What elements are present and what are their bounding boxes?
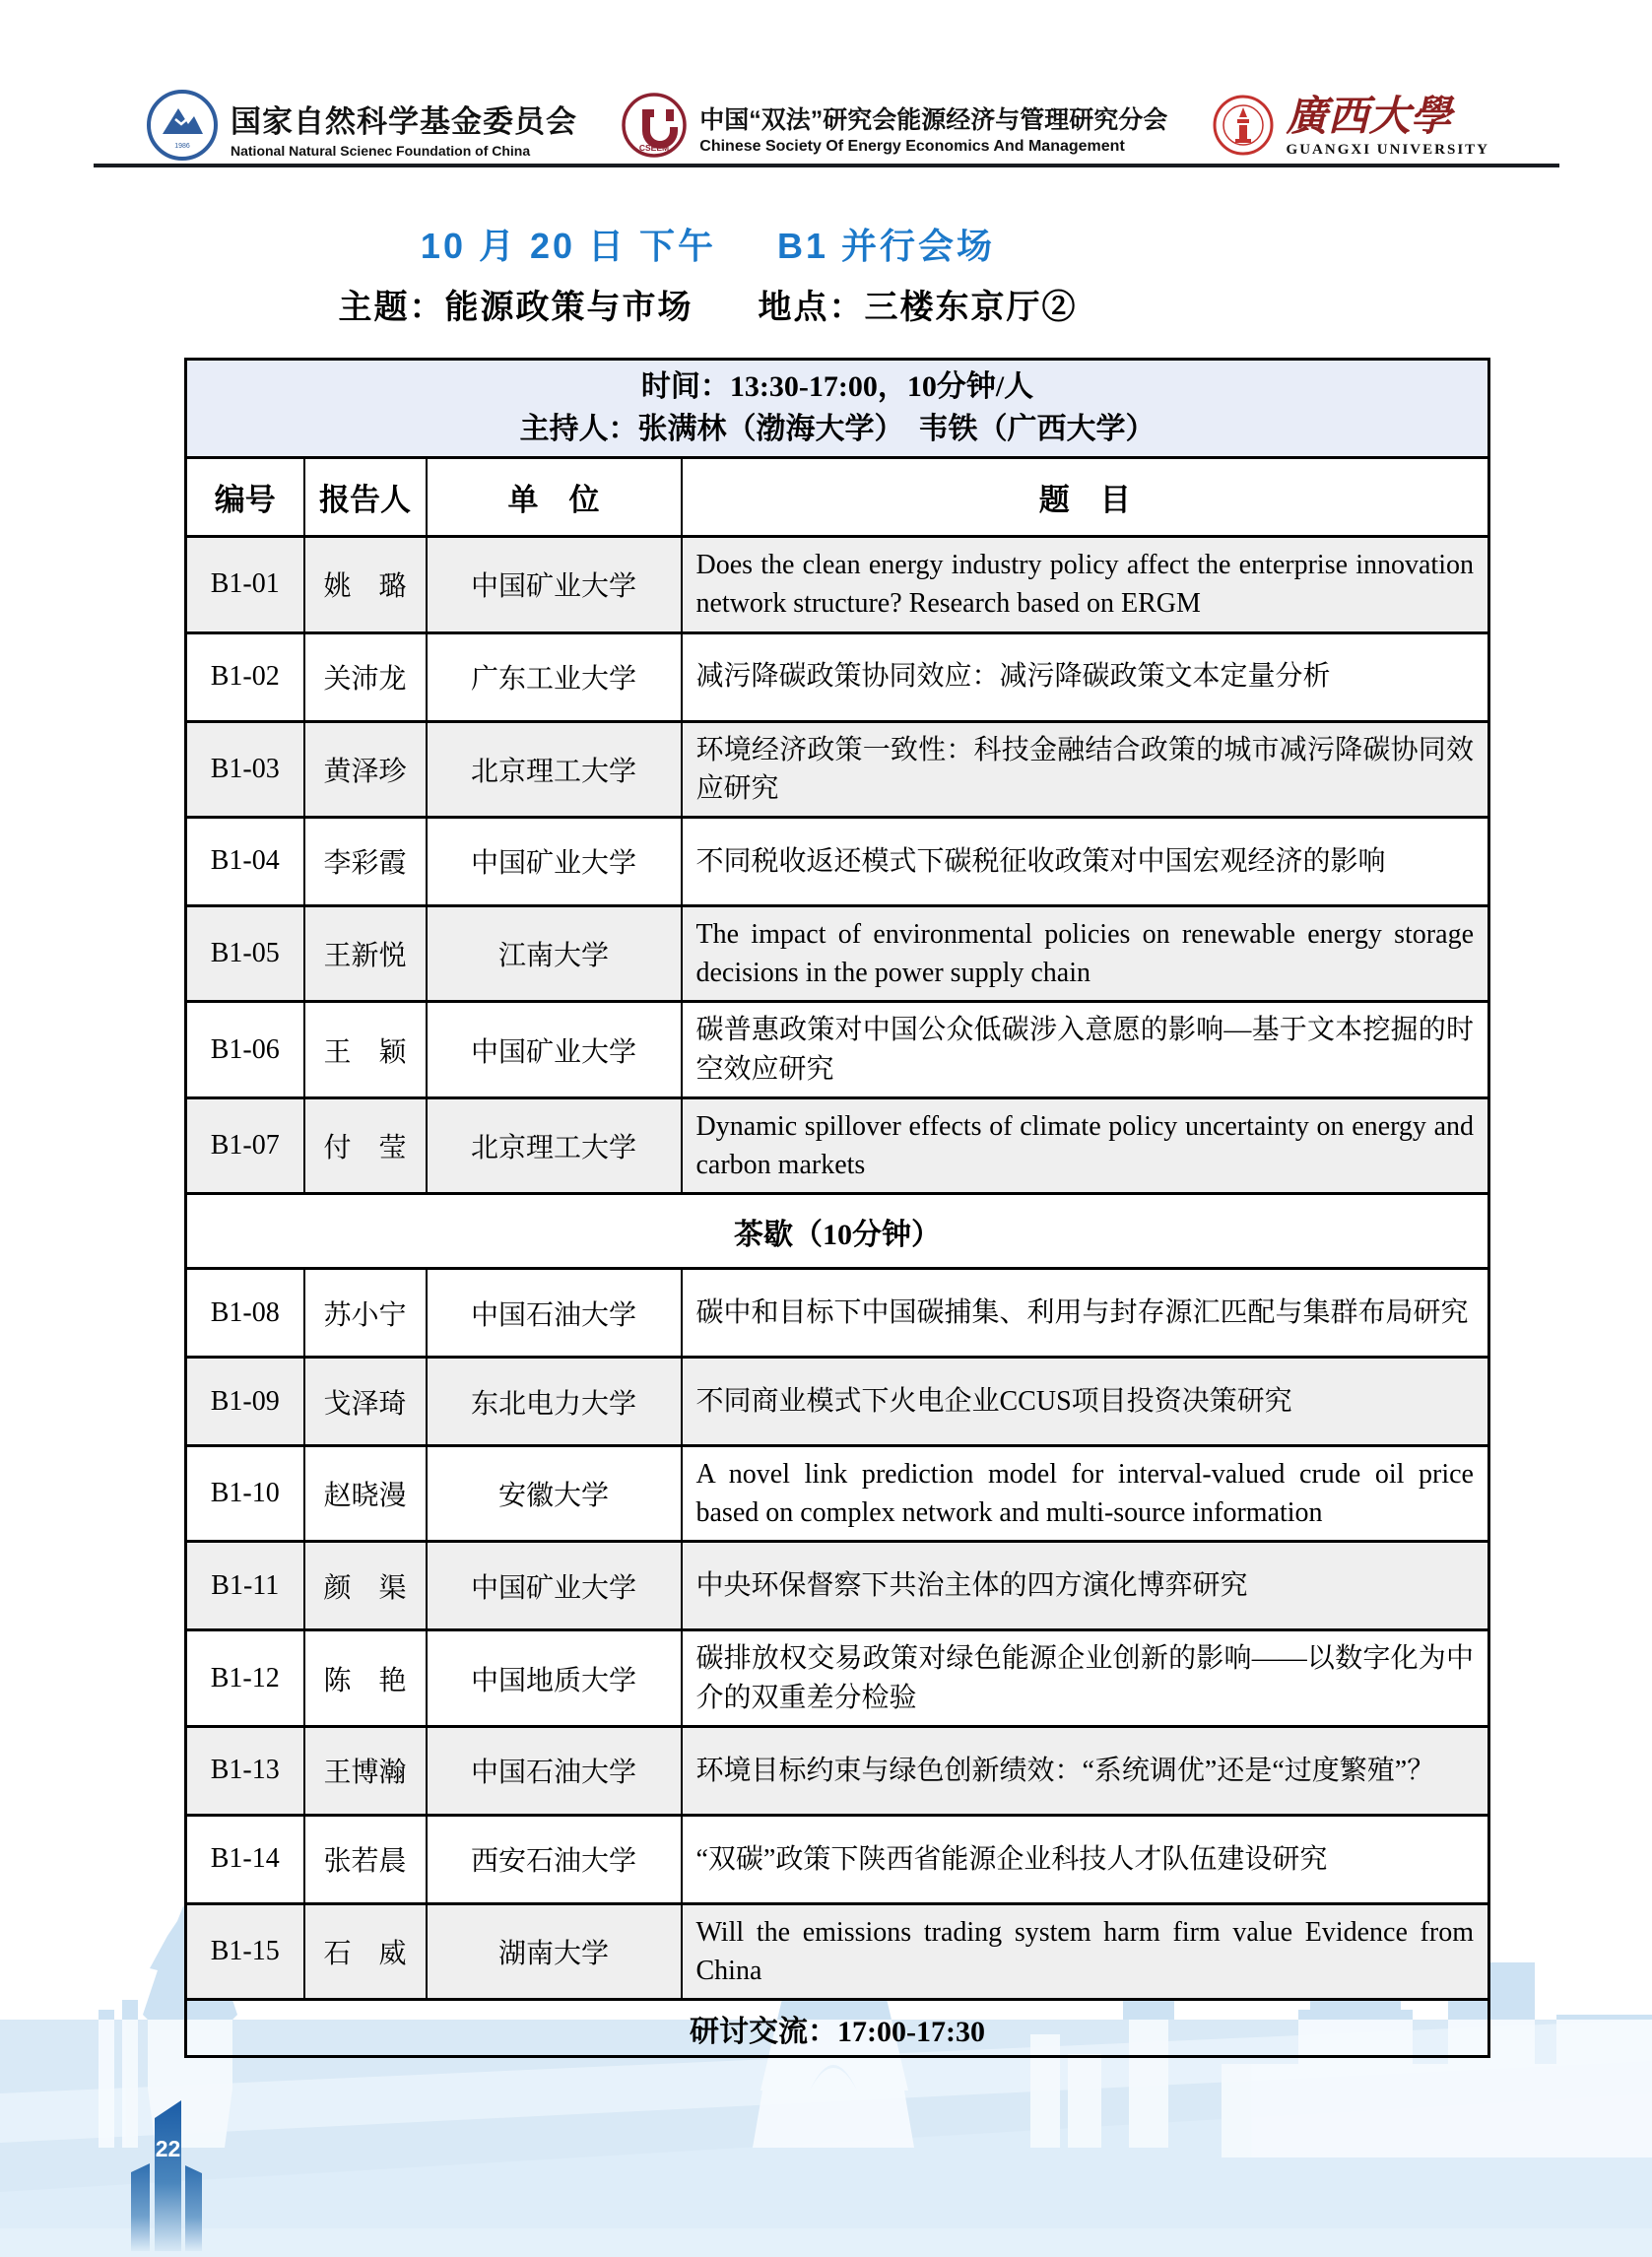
cell-affiliation: 东北电力大学: [427, 1358, 682, 1446]
cell-title: Will the emissions trading system harm firm value Evidence from China: [682, 1903, 1489, 1999]
cell-speaker: 王新悦: [304, 905, 427, 1001]
cell-id: B1-14: [186, 1815, 304, 1903]
cell-id: B1-12: [186, 1630, 304, 1726]
cell-speaker: 石 威: [304, 1903, 427, 1999]
cell-speaker: 李彩霞: [304, 817, 427, 905]
session-table-body: [186, 360, 1489, 2057]
table-row: [186, 1815, 1489, 1903]
cell-speaker: 陈 艳: [304, 1630, 427, 1726]
cell-affiliation: 西安石油大学: [427, 1815, 682, 1903]
cell-title: 环境经济政策一致性：科技金融结合政策的城市减污降碳协同效应研究: [682, 721, 1489, 817]
page-marker-building-left: [131, 2163, 150, 2251]
column-header-id: 编号: [186, 458, 304, 537]
cell-affiliation: 广东工业大学: [427, 632, 682, 721]
discussion-row: [186, 2000, 1489, 2057]
gxu-name-cn: 廣西大學: [1286, 95, 1452, 140]
cell-title: Does the clean energy industry policy affect the enterprise innovation network structure? Research based on ERGM: [682, 537, 1489, 632]
table-row: [186, 1002, 1489, 1097]
cell-affiliation: 中国矿业大学: [427, 1542, 682, 1630]
cell-title: 不同税收返还模式下碳税征收政策对中国宏观经济的影响: [682, 817, 1489, 905]
cell-id: B1-06: [186, 1002, 304, 1097]
cell-speaker: 姚 璐: [304, 537, 427, 632]
table-row: [186, 1097, 1489, 1193]
table-row: [186, 1358, 1489, 1446]
cell-speaker: 关沛龙: [304, 632, 427, 721]
cell-title: 环境目标约束与绿色创新绩效：“系统调优”还是“过度繁殖”？: [682, 1726, 1489, 1815]
table-row: [186, 1726, 1489, 1815]
table-row: [186, 1542, 1489, 1630]
cell-speaker: 戈泽琦: [304, 1358, 427, 1446]
page-marker-building-right: [185, 2165, 202, 2251]
cell-id: B1-03: [186, 721, 304, 817]
table-info-row: [186, 360, 1489, 458]
watermark-text: 广西大学: [746, 1934, 916, 1997]
cell-title: 不同商业模式下火电企业CCUS项目投资决策研究: [682, 1358, 1489, 1446]
table-row: [186, 1903, 1489, 1999]
cell-affiliation: 江南大学: [427, 905, 682, 1001]
tea-break-row: [186, 1194, 1489, 1269]
cell-affiliation: 北京理工大学: [427, 1097, 682, 1193]
session-time: 时间：13:30-17:00，10分钟/人: [640, 370, 1034, 403]
cell-speaker: 苏小宁: [304, 1269, 427, 1358]
nsfc-emblem-icon: [146, 89, 219, 166]
cell-speaker: 张若晨: [304, 1815, 427, 1903]
nsfc-name-cn: 国家自然科学基金委员会: [231, 104, 577, 139]
table-row: [186, 721, 1489, 817]
cell-affiliation: 北京理工大学: [427, 721, 682, 817]
header-divider: [94, 164, 1559, 167]
column-header-speaker: 报告人: [304, 458, 427, 537]
table-row: [186, 1630, 1489, 1726]
cseem-name-en: Chinese Society Of Energy Economics And Management: [699, 137, 1125, 155]
cell-title: 碳中和目标下中国碳捕集、利用与封存源汇匹配与集群布局研究: [682, 1269, 1489, 1358]
gxu-logo: [1212, 94, 1489, 162]
cell-affiliation: 中国矿业大学: [427, 817, 682, 905]
cell-speaker: 付 莹: [304, 1097, 427, 1193]
svg-text:1986: 1986: [174, 143, 190, 150]
session-table: [184, 358, 1490, 2058]
cell-affiliation: 中国石油大学: [427, 1269, 682, 1358]
cell-affiliation: 中国矿业大学: [427, 537, 682, 632]
session-subtitle: [0, 280, 1652, 328]
cell-id: B1-08: [186, 1269, 304, 1358]
column-header-title: 题 目: [682, 458, 1489, 537]
cell-id: B1-10: [186, 1446, 304, 1542]
cell-title: 减污降碳政策协同效应：减污降碳政策文本定量分析: [682, 632, 1489, 721]
cell-speaker: 赵晓漫: [304, 1446, 427, 1542]
cell-title: 中央环保督察下共治主体的四方演化博弈研究: [682, 1542, 1489, 1630]
cell-title: “双碳”政策下陕西省能源企业科技人才队伍建设研究: [682, 1815, 1489, 1903]
nsfc-name-en: National Natural Scienec Foundation of China: [231, 143, 531, 159]
table-row: [186, 905, 1489, 1001]
cell-speaker: 王 颖: [304, 1002, 427, 1097]
cell-id: B1-11: [186, 1542, 304, 1630]
cell-id: B1-09: [186, 1358, 304, 1446]
cell-affiliation: 中国石油大学: [427, 1726, 682, 1815]
cell-affiliation: 中国地质大学: [427, 1630, 682, 1726]
session-chairs: 主持人：张满林（渤海大学） 韦铁（广西大学）: [519, 412, 1156, 445]
gxu-seal-icon: [1212, 94, 1275, 162]
cell-affiliation: 中国矿业大学: [427, 1002, 682, 1097]
cell-id: B1-02: [186, 632, 304, 721]
session-title: [0, 219, 1652, 269]
cell-affiliation: 湖南大学: [427, 1903, 682, 1999]
cell-speaker: 王博瀚: [304, 1726, 427, 1815]
nsfc-logo: [146, 89, 577, 166]
cseem-logo: [621, 92, 1167, 164]
cell-title: 碳普惠政策对中国公众低碳涉入意愿的影响—基于文本挖掘的时空效应研究: [682, 1002, 1489, 1097]
page-number: 22: [155, 2136, 181, 2161]
table-row: [186, 1269, 1489, 1358]
cell-id: B1-15: [186, 1903, 304, 1999]
cell-title: 碳排放权交易政策对绿色能源企业创新的影响——以数字化为中介的双重差分检验: [682, 1630, 1489, 1726]
table-column-header-row: [186, 458, 1489, 537]
cell-title: The impact of environmental policies on renewable energy storage decisions in the power supply chain: [682, 905, 1489, 1001]
cell-speaker: 颜 渠: [304, 1542, 427, 1630]
cseem-badge-text: CSEEM: [639, 143, 670, 153]
header-logos: [146, 89, 1489, 166]
cell-id: B1-13: [186, 1726, 304, 1815]
cell-id: B1-05: [186, 905, 304, 1001]
table-row: [186, 1446, 1489, 1542]
session-location: 地点：三楼东京厅②: [758, 289, 1078, 326]
cell-affiliation: 安徽大学: [427, 1446, 682, 1542]
table-row: [186, 632, 1489, 721]
discussion-label: 研讨交流：17:00-17:30: [186, 2000, 1489, 2057]
cseem-name-cn: 中国“双法”研究会能源经济与管理研究分会: [699, 105, 1168, 134]
page-marker-building-center: [155, 2100, 181, 2251]
cell-title: A novel link prediction model for interval-valued crude oil price based on complex network and multi-source information: [682, 1446, 1489, 1542]
tea-break-label: 茶歇（10分钟）: [186, 1194, 1489, 1269]
cell-id: B1-01: [186, 537, 304, 632]
cell-title: Dynamic spillover effects of climate policy uncertainty on energy and carbon markets: [682, 1097, 1489, 1193]
cseem-emblem-icon: [621, 92, 688, 164]
session-venue: B1 并行会场: [777, 226, 996, 266]
table-row: [186, 537, 1489, 632]
table-row: [186, 817, 1489, 905]
cell-id: B1-07: [186, 1097, 304, 1193]
cell-speaker: 黄泽珍: [304, 721, 427, 817]
cell-id: B1-04: [186, 817, 304, 905]
column-header-affiliation: 单 位: [427, 458, 682, 537]
gxu-name-en: GUANGXI UNIVERSITY: [1286, 142, 1489, 158]
session-theme: 主题：能源政策与市场: [338, 289, 694, 326]
session-date: 10 月 20 日 下午: [420, 226, 717, 266]
